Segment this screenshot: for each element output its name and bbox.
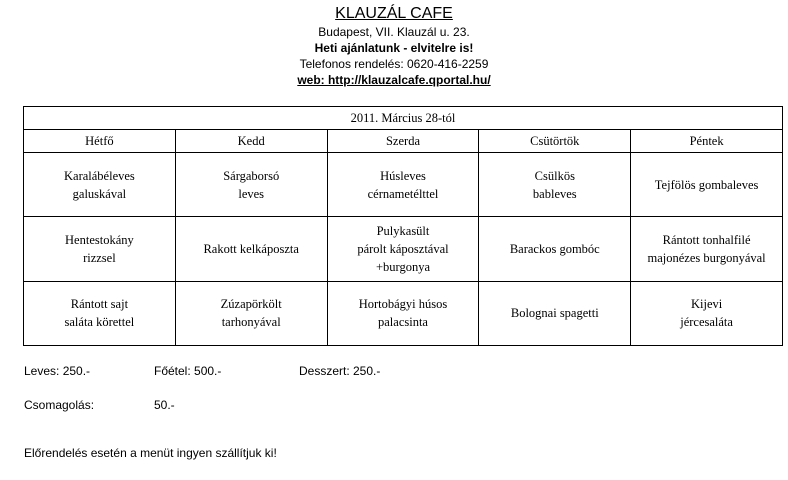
dish-friday-soup: Tejfölös gombaleves bbox=[654, 177, 759, 192]
day-tuesday: Kedd bbox=[175, 130, 327, 153]
dish-thursday-soup: Csülkös bableves bbox=[532, 168, 577, 201]
price-dessert: Desszert: 250.- bbox=[299, 364, 381, 378]
price-soup: Leves: 250.- bbox=[24, 364, 91, 378]
main-row-1 bbox=[24, 217, 783, 281]
dish-thursday-main2: Bolognai spagetti bbox=[510, 306, 599, 321]
delivery-note: Előrendelés esetén a menüt ingyen szállítjuk ki! bbox=[24, 446, 277, 460]
dish-monday-soup: Karalábéleves galuskával bbox=[64, 168, 135, 201]
dish-monday-main2: Rántott sajt saláta körettel bbox=[64, 297, 135, 330]
price-main: Főétel: 500.- bbox=[154, 364, 222, 378]
dish-tuesday-soup: Sárgaborsó leves bbox=[223, 168, 280, 201]
dish-tuesday-main2: Zúzapörkölt tarhonyával bbox=[220, 297, 282, 330]
day-monday: Hétfő bbox=[24, 130, 176, 153]
dish-wednesday-main1: Pulykasült párolt káposztával +burgonya bbox=[357, 224, 449, 275]
day-thursday: Csütörtök bbox=[479, 130, 631, 153]
weekly-menu-table bbox=[23, 106, 783, 346]
main-row-2 bbox=[24, 281, 783, 345]
menu-date: 2011. Március 28-tól bbox=[24, 107, 783, 130]
soup-row bbox=[24, 153, 783, 217]
dish-thursday-main1: Barackos gombóc bbox=[509, 242, 600, 257]
packaging-price: 50.- bbox=[154, 398, 175, 412]
dish-friday-main2: Kijevi jércesaláta bbox=[680, 297, 733, 330]
header bbox=[0, 4, 788, 88]
day-wednesday: Szerda bbox=[327, 130, 479, 153]
day-friday: Péntek bbox=[631, 130, 783, 153]
phone: Telefonos rendelés: 0620-416-2259 bbox=[299, 57, 489, 71]
cafe-title: KLAUZÁL CAFE bbox=[335, 5, 453, 22]
dish-friday-main1: Rántott tonhalfilé majonézes burgonyával bbox=[647, 233, 766, 266]
tagline: Heti ajánlatunk - elvitelre is! bbox=[314, 41, 474, 55]
dish-monday-main1: Hentestokány rizzsel bbox=[65, 233, 134, 266]
packaging-label: Csomagolás: bbox=[24, 398, 95, 412]
dish-wednesday-soup: Húsleves cérnametélttel bbox=[367, 168, 439, 201]
dish-tuesday-main1: Rakott kelkáposzta bbox=[203, 242, 299, 257]
address: Budapest, VII. Klauzál u. 23. bbox=[318, 25, 470, 39]
web-link[interactable]: web: http://klauzalcafe.qportal.hu/ bbox=[297, 73, 491, 87]
dish-wednesday-main2: Hortobágyi húsos palacsinta bbox=[358, 297, 448, 330]
